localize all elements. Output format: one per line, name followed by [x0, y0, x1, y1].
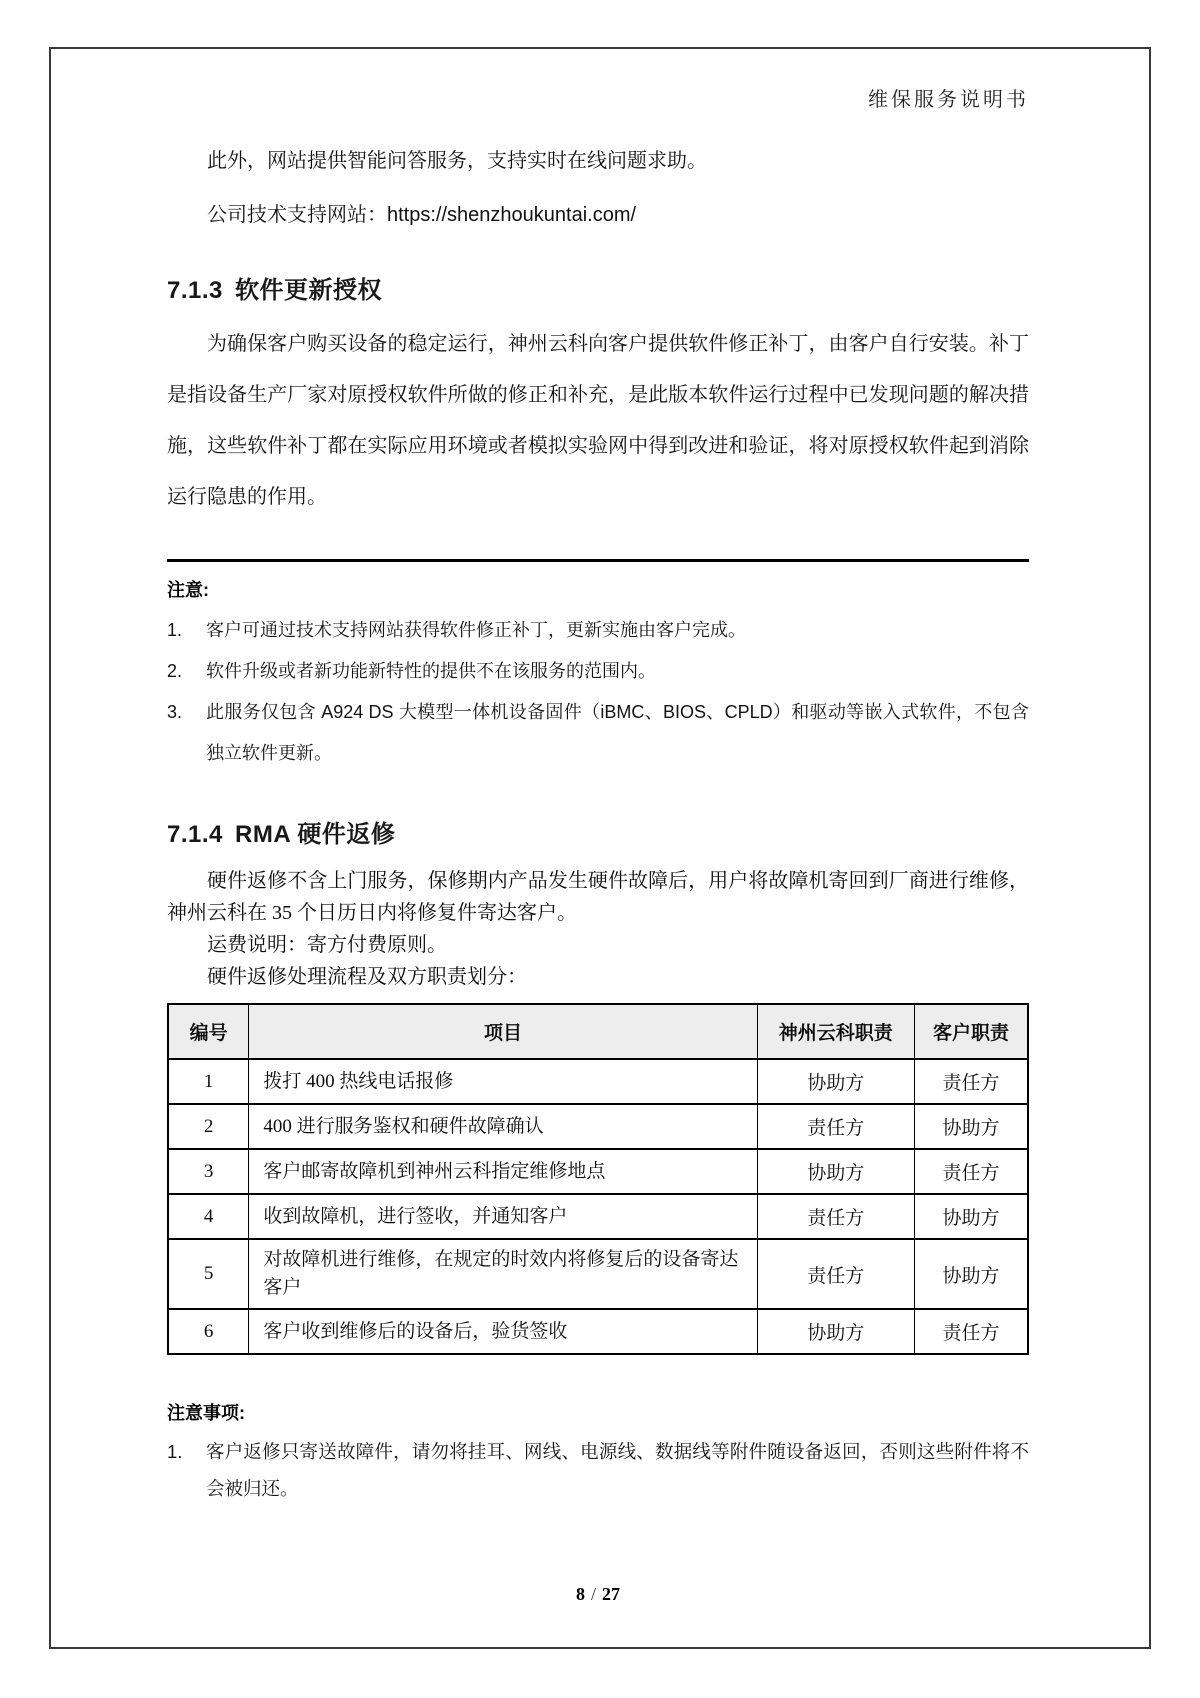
list-item-text: 客户可通过技术支持网站获得软件修正补丁，更新实施由客户完成。 [206, 620, 746, 640]
list-item-number: 1. [167, 1441, 183, 1462]
cell-vendor: 责任方 [757, 1104, 914, 1149]
cell-no: 1 [168, 1059, 249, 1104]
cell-customer: 责任方 [914, 1059, 1028, 1104]
page-number-separator: / [590, 1584, 596, 1604]
cell-item: 拨打 400 热线电话报修 [249, 1059, 757, 1104]
note-label: 注意: [167, 580, 209, 600]
cell-item: 客户邮寄故障机到神州云科指定维修地点 [249, 1149, 757, 1194]
cell-customer: 责任方 [914, 1309, 1028, 1354]
current-page-number: 8 [575, 1584, 585, 1604]
cell-customer: 协助方 [914, 1194, 1028, 1239]
section-heading-7-1-4 [167, 814, 1029, 849]
cell-customer: 协助方 [914, 1239, 1028, 1309]
column-header-item: 项目 [249, 1004, 757, 1059]
total-page-number: 27 [602, 1584, 620, 1604]
page-border-frame [49, 47, 1151, 1649]
cell-vendor: 责任方 [757, 1239, 914, 1309]
cell-vendor: 协助方 [757, 1059, 914, 1104]
table-header-row [168, 1004, 1028, 1059]
rma-paragraph-1: 硬件返修不含上门服务，保修期内产品发生硬件故障后，用户将故障机寄回到厂商进行维修，神州云科在 35 个日历日内将修复件寄达客户。 [167, 870, 1029, 924]
intro-paragraph-support-url: 公司技术支持网站：https://shenzhoukuntai.com/ [207, 204, 637, 226]
note-list-7-1-4 [167, 1433, 1029, 1507]
page-content [167, 49, 1029, 1647]
list-item-text: 软件升级或者新功能新特性的提供不在该服务的范围内。 [206, 661, 656, 681]
table-row [168, 1149, 1028, 1194]
section-7-1-4-body [167, 865, 1029, 993]
cell-item: 客户收到维修后的设备后，验货签收 [249, 1309, 757, 1354]
table-row [168, 1104, 1028, 1149]
cell-no: 3 [168, 1149, 249, 1194]
cell-customer: 责任方 [914, 1149, 1028, 1194]
section-title: 软件更新授权 [235, 277, 382, 304]
cell-item: 400 进行服务鉴权和硬件故障确认 [249, 1104, 757, 1149]
table-row [168, 1309, 1028, 1354]
list-item-text: 此服务仅包含 A924 DS 大模型一体机设备固件（iBMC、BIOS、CPLD）和驱动等嵌入式软件，不包含独立软件更新。 [206, 702, 1029, 763]
list-item-number: 2. [167, 661, 183, 681]
section-number: 7.1.3 [167, 277, 223, 304]
cell-no: 6 [168, 1309, 249, 1354]
cell-no: 4 [168, 1194, 249, 1239]
cell-no: 2 [168, 1104, 249, 1149]
list-item [167, 692, 1029, 774]
list-item [167, 651, 1029, 692]
cell-vendor: 责任方 [757, 1194, 914, 1239]
rma-paragraph-table-intro: 硬件返修处理流程及双方职责划分： [207, 966, 527, 988]
section-title: RMA 硬件返修 [235, 821, 396, 848]
cell-item: 收到故障机，进行签收，并通知客户 [249, 1194, 757, 1239]
notice-label: 注意事项: [167, 1403, 245, 1423]
column-header-vendor-duty: 神州云科职责 [757, 1004, 914, 1059]
list-item-number: 1. [167, 620, 183, 640]
cell-item: 对故障机进行维修，在规定的时效内将修复后的设备寄达客户 [249, 1239, 757, 1309]
table-row [168, 1239, 1028, 1309]
section-number: 7.1.4 [167, 821, 223, 848]
section-heading-7-1-3 [167, 270, 1029, 305]
list-item [167, 610, 1029, 651]
page-number-footer [167, 1584, 1029, 1605]
table-row [168, 1059, 1028, 1104]
table-row [168, 1194, 1028, 1239]
page-header [167, 83, 1029, 112]
rma-paragraph-freight: 运费说明：寄方付费原则。 [207, 934, 447, 956]
cell-customer: 协助方 [914, 1104, 1028, 1149]
intro-paragraph-1: 此外，网站提供智能问答服务，支持实时在线问题求助。 [207, 150, 707, 172]
note-divider-rule [167, 559, 1029, 562]
note-list-7-1-3 [167, 610, 1029, 774]
list-item [167, 1433, 1029, 1507]
cell-no: 5 [168, 1239, 249, 1309]
cell-vendor: 协助方 [757, 1149, 914, 1194]
section-7-1-3-body: 为确保客户购买设备的稳定运行，神州云科向客户提供软件修正补丁，由客户自行安装。补丁是指设备生产厂家对原授权软件所做的修正和补充，是此版本软件运行过程中已发现问题的解决措施，这些软件补丁都在实际应用环境或者模拟实验网中得到改进和验证，将对原授权软件起到消除运行隐患的作用。 [167, 333, 1029, 508]
column-header-customer-duty: 客户职责 [914, 1004, 1028, 1059]
header-title: 维保服务说明书 [868, 89, 1029, 111]
rma-process-table [167, 1003, 1029, 1355]
column-header-no: 编号 [168, 1004, 249, 1059]
list-item-text: 客户返修只寄送故障件，请勿将挂耳、网线、电源线、数据线等附件随设备返回，否则这些附件将不会被归还。 [206, 1441, 1029, 1499]
cell-vendor: 协助方 [757, 1309, 914, 1354]
list-item-number: 3. [167, 702, 183, 722]
